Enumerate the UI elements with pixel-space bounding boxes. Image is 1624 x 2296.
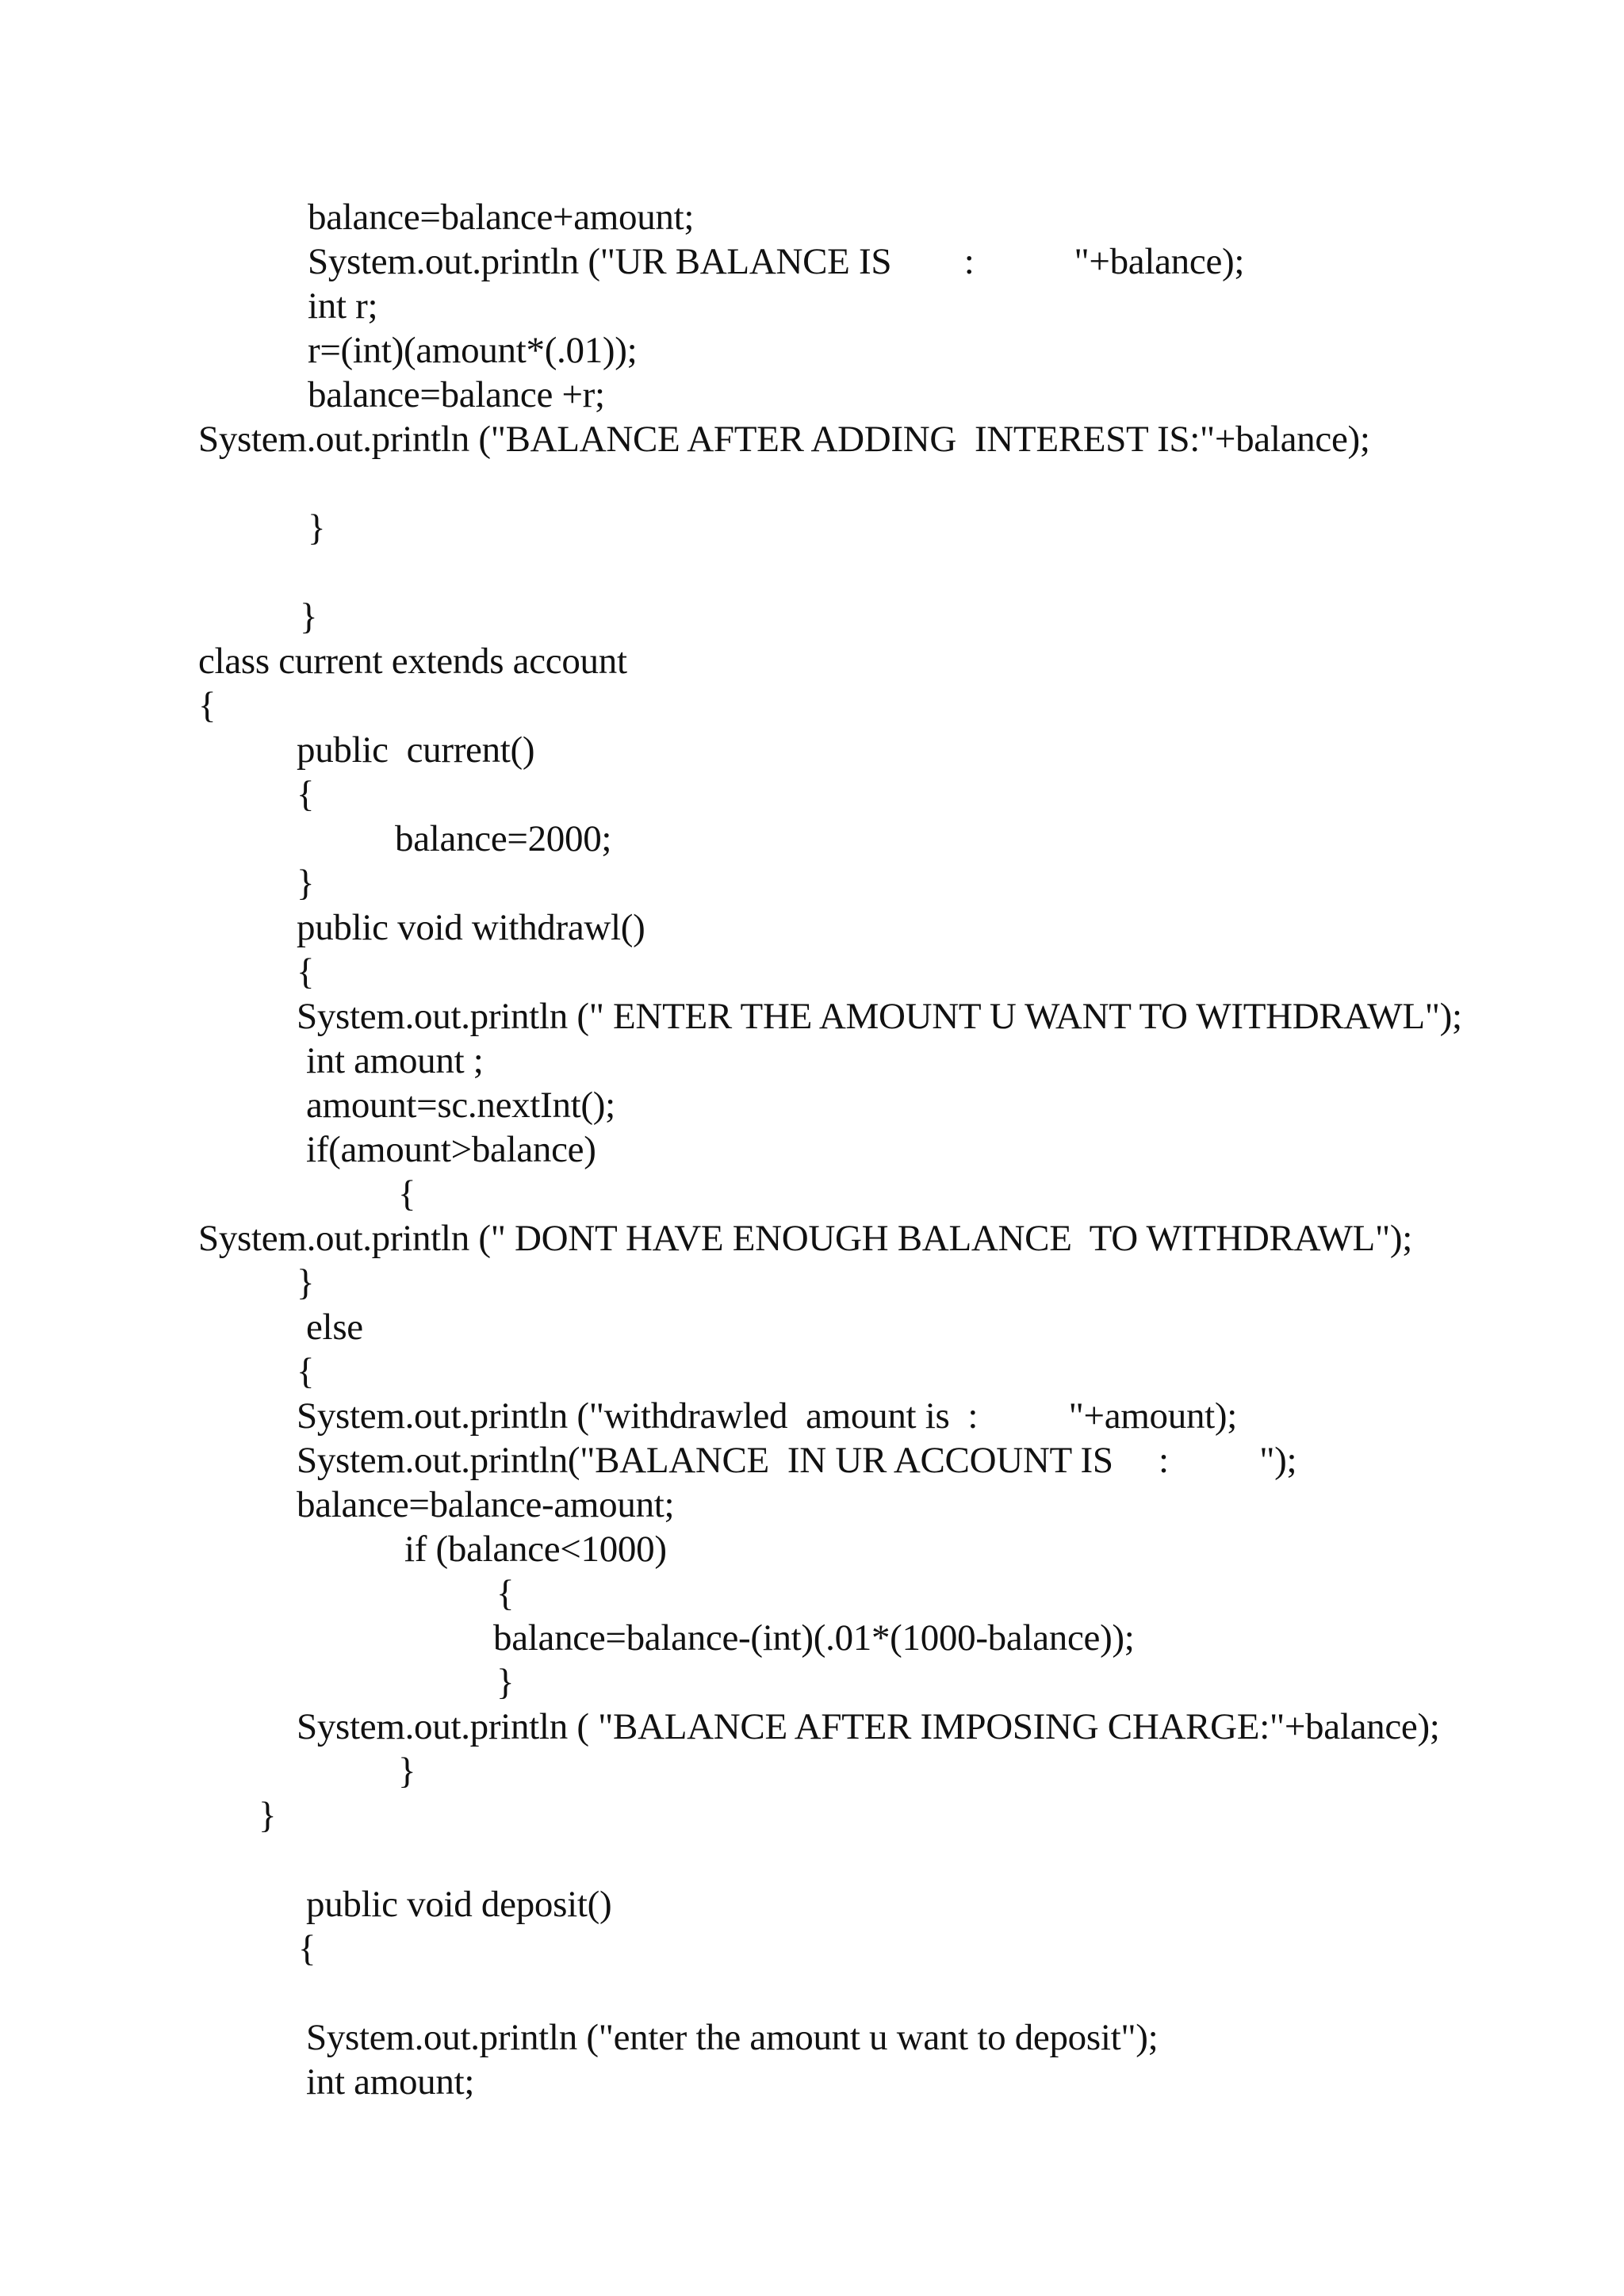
code-line: System.out.println ( "BALANCE AFTER IMPOSING CHARGE:"+balance); xyxy=(297,1706,1440,1747)
code-line: } xyxy=(297,863,315,904)
code-line: } xyxy=(259,1795,277,1836)
code-line: public void deposit() xyxy=(306,1884,612,1925)
code-line: System.out.println ("UR BALANCE IS : "+balance); xyxy=(308,241,1245,282)
code-line: { xyxy=(298,1928,316,1969)
code-line: { xyxy=(496,1573,515,1614)
code-line: System.out.println (" DONT HAVE ENOUGH BALANCE TO WITHDRAWL"); xyxy=(198,1218,1412,1259)
code-line: } xyxy=(300,596,318,637)
code-line: public void withdrawl() xyxy=(297,907,645,948)
code-line: balance=2000; xyxy=(395,818,612,859)
code-line: int r; xyxy=(308,285,378,327)
code-line: } xyxy=(398,1751,416,1792)
code-line: int amount; xyxy=(306,2061,475,2103)
code-line: System.out.println ("enter the amount u want to deposit"); xyxy=(306,2017,1159,2058)
code-line: if(amount>balance) xyxy=(306,1129,596,1170)
code-line: } xyxy=(308,507,326,549)
code-line: System.out.println (" ENTER THE AMOUNT U WANT TO WITHDRAWL"); xyxy=(297,996,1462,1037)
code-line: } xyxy=(496,1662,515,1703)
code-line: balance=balance +r; xyxy=(308,374,605,415)
code-line: System.out.println ("withdrawled amount is : "+amount); xyxy=(297,1395,1238,1437)
code-line: public current() xyxy=(297,729,535,771)
code-line: System.out.println("BALANCE IN UR ACCOUNT IS : "); xyxy=(297,1440,1297,1481)
code-line: balance=balance+amount; xyxy=(308,197,695,238)
code-line: balance=balance-(int)(.01*(1000-balance)); xyxy=(493,1617,1135,1659)
code-line: { xyxy=(398,1173,416,1215)
code-line: { xyxy=(297,774,315,815)
code-line: else xyxy=(306,1307,363,1348)
code-line: amount=sc.nextInt(); xyxy=(306,1085,615,1126)
code-line: { xyxy=(297,951,315,993)
code-line: } xyxy=(297,1262,315,1303)
code-line: { xyxy=(297,1351,315,1392)
code-line: System.out.println ("BALANCE AFTER ADDING INTEREST IS:"+balance); xyxy=(198,419,1370,460)
code-line: if (balance<1000) xyxy=(404,1529,667,1570)
code-line: r=(int)(amount*(.01)); xyxy=(308,330,638,371)
code-line: int amount ; xyxy=(306,1040,484,1081)
code-line: { xyxy=(198,685,216,726)
code-line: balance=balance-amount; xyxy=(297,1484,675,1525)
code-line: class current extends account xyxy=(198,641,627,682)
